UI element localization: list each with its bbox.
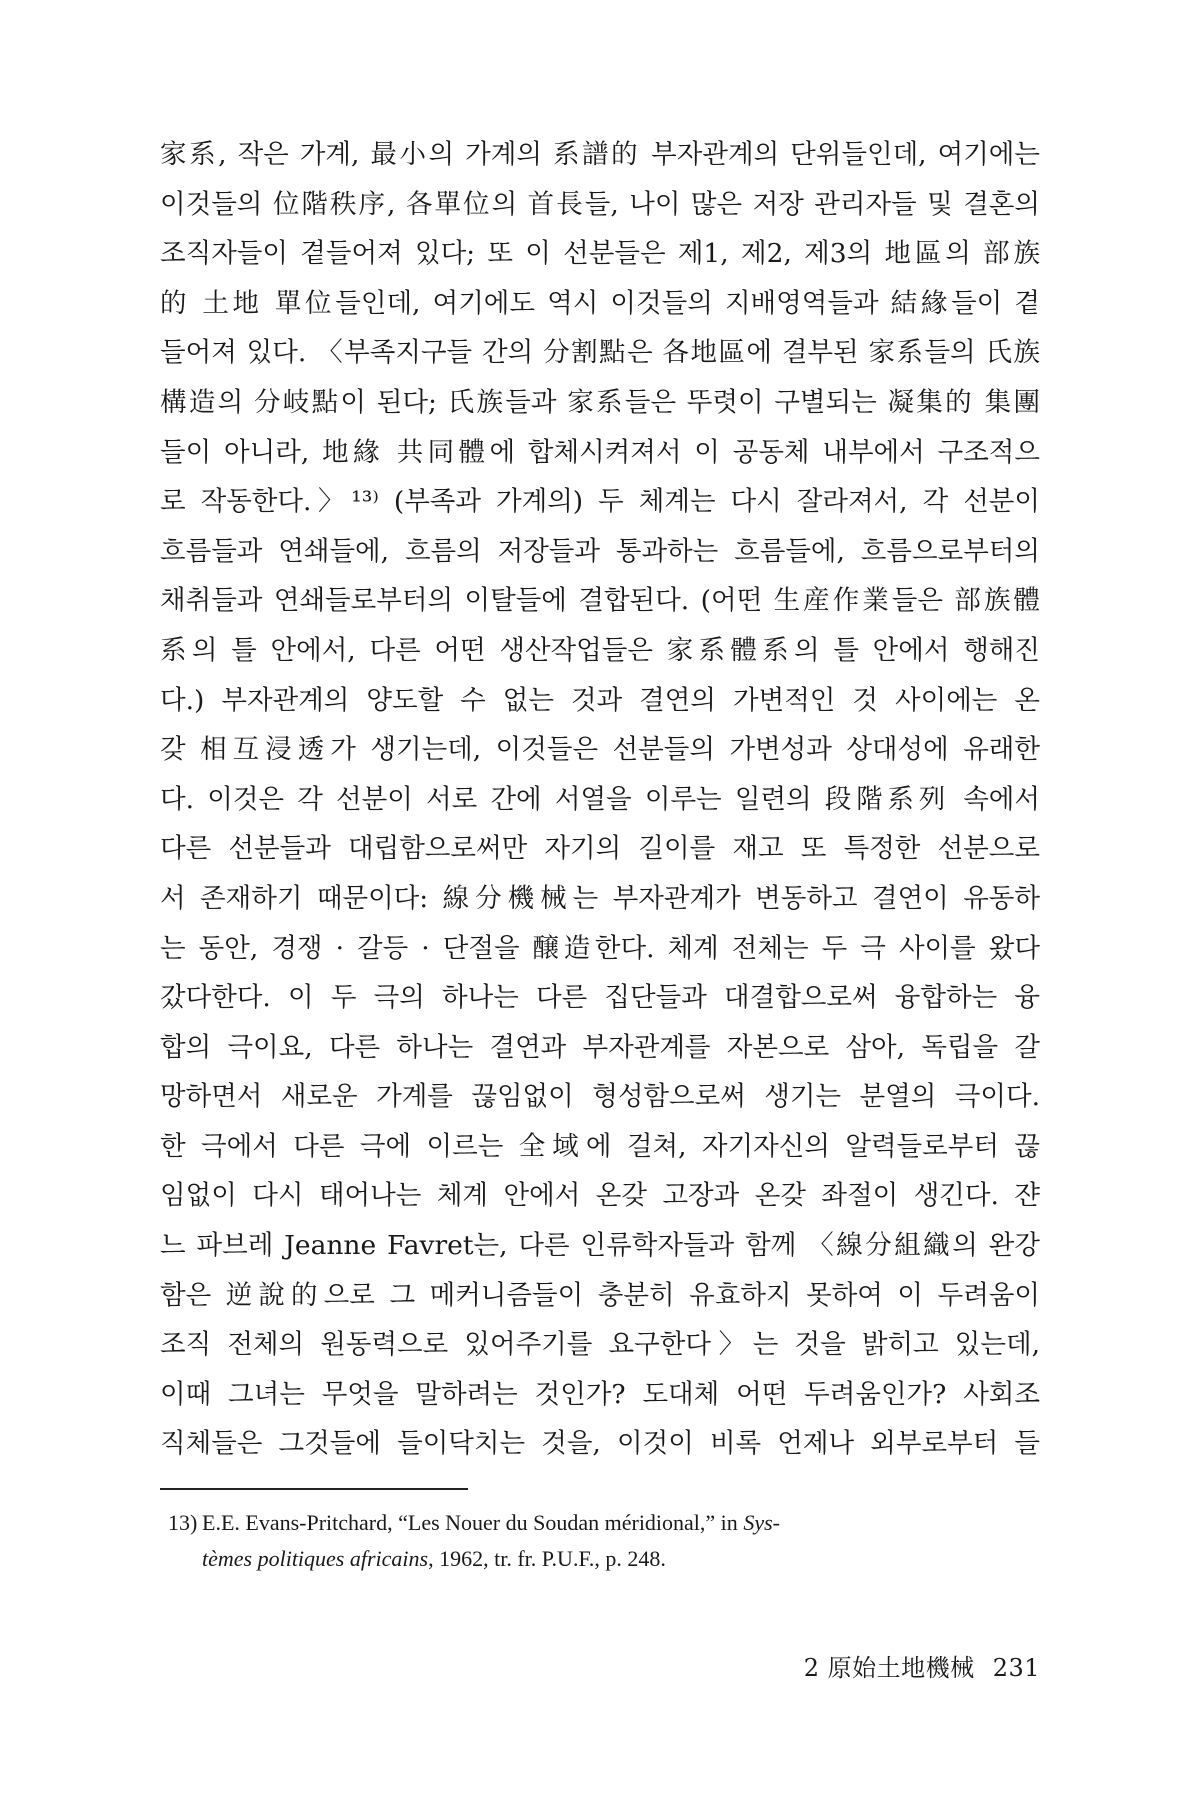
chapter-title: 2 原始土地機械 bbox=[803, 1654, 975, 1682]
footnote-line-1 bbox=[168, 1505, 1038, 1541]
text-line: 갖 相互浸透가 생기는데, 이것들은 선분들의 가변성과 상대성에 유래한 bbox=[160, 734, 1040, 766]
text-line: 조직자들이 곁들어져 있다; 또 이 선분들은 제1, 제2, 제3의 地區의 部族 bbox=[160, 238, 1040, 270]
text-line: 흐름들과 연쇄들에, 흐름의 저장들과 통과하는 흐름들에, 흐름으로부터의 bbox=[160, 535, 1040, 567]
footnote-text: E.E. Evans-Pritchard, “Les Nouer du Soudan méridional,” in bbox=[202, 1510, 744, 1535]
text-line: 채취들과 연쇄들로부터의 이탈들에 결합된다. (어떤 生産作業들은 部族體 bbox=[160, 585, 1040, 617]
footnote-line-2 bbox=[168, 1541, 1038, 1577]
text-line: 들어져 있다. 〈부족지구들 간의 分割點은 各地區에 결부된 家系들의 氏族 bbox=[160, 337, 1040, 369]
text-line: 서 존재하기 때문이다: 線分機械는 부자관계가 변동하고 결연이 유동하 bbox=[160, 882, 1040, 914]
text-line: 構造의 分岐點이 된다; 氏族들과 家系들은 뚜렷이 구별되는 凝集的 集團 bbox=[160, 386, 1040, 418]
text-line: 系의 틀 안에서, 다른 어떤 생산작업들은 家系體系의 틀 안에서 행해진 bbox=[160, 634, 1040, 666]
text-line: 함은 逆說的으로 그 메커니즘들이 충분히 유효하지 못하여 이 두려움이 bbox=[160, 1279, 1040, 1311]
text-line: 다른 선분들과 대립함으로써만 자기의 길이를 재고 또 특정한 선분으로 bbox=[160, 833, 1040, 865]
text-line: 다.) 부자관계의 양도할 수 없는 것과 결연의 가변적인 것 사이에는 온 bbox=[160, 684, 1040, 716]
text-line: 家系, 작은 가계, 最小의 가계의 系譜的 부자관계의 단위들인데, 여기에는 bbox=[160, 139, 1040, 170]
footnote-italic: Sys- bbox=[743, 1510, 780, 1535]
text-line: 的 土地 單位들인데, 여기에도 역시 이것들의 지배영역들과 結緣들이 곁 bbox=[160, 287, 1040, 319]
text-line: 조직 전체의 원동력으로 있어주기를 요구한다〉는 것을 밝히고 있는데, bbox=[160, 1329, 1040, 1361]
text-line: 망하면서 새로운 가계를 끊임없이 형성함으로써 생기는 분열의 극이다. bbox=[160, 1081, 1040, 1113]
footnote-number: 13) bbox=[168, 1510, 198, 1535]
text-line: 합의 극이요, 다른 하나는 결연과 부자관계를 자본으로 삼아, 독립을 갈 bbox=[160, 1031, 1040, 1063]
text-line: 직체들은 그것들에 들이닥치는 것을, 이것이 비록 언제나 외부로부터 들 bbox=[160, 1428, 1040, 1460]
text-line: 느 파브레 Jeanne Favret는, 다른 인류학자들과 함께 〈線分組織의 완강 bbox=[160, 1230, 1040, 1262]
main-paragraph bbox=[160, 130, 1040, 1469]
text-line: 임없이 다시 태어나는 체계 안에서 온갖 고장과 온갖 좌절이 생긴다. 쟌 bbox=[160, 1180, 1040, 1212]
text-line: 이것들의 位階秩序, 各單位의 首長들, 나이 많은 저장 관리자들 및 결혼의 bbox=[160, 188, 1040, 220]
footnote-divider bbox=[160, 1488, 468, 1490]
text-line: 들이 아니라, 地緣 共同體에 합체시켜져서 이 공동체 내부에서 구조적으 bbox=[160, 436, 1040, 468]
text-line: 로 작동한다.〉¹³⁾ (부족과 가계의) 두 체계는 다시 잘라져서, 각 선분이 bbox=[160, 486, 1040, 518]
text-line: 한 극에서 다른 극에 이르는 全域에 걸쳐, 자기자신의 알력들로부터 끊 bbox=[160, 1130, 1040, 1162]
footnote-publication: , 1962, tr. fr. P.U.F., p. 248. bbox=[428, 1546, 666, 1571]
running-footer bbox=[804, 1648, 1040, 1683]
text-line: 는 동안, 경쟁 · 갈등 · 단절을 醸造한다. 체계 전체는 두 극 사이를 왔다 bbox=[160, 932, 1040, 964]
footnote-book-title: tèmes politiques africains bbox=[202, 1546, 429, 1571]
footnote bbox=[168, 1505, 1038, 1577]
text-line: 이때 그녀는 무엇을 말하려는 것인가? 도대체 어떤 두려움인가? 사회조 bbox=[160, 1378, 1040, 1410]
page-number: 231 bbox=[992, 1654, 1040, 1682]
text-line: 다. 이것은 각 선분이 서로 간에 서열을 이루는 일련의 段階系列 속에서 bbox=[160, 783, 1040, 815]
text-line: 갔다한다. 이 두 극의 하나는 다른 집단들과 대결합으로써 융합하는 융 bbox=[160, 982, 1040, 1014]
